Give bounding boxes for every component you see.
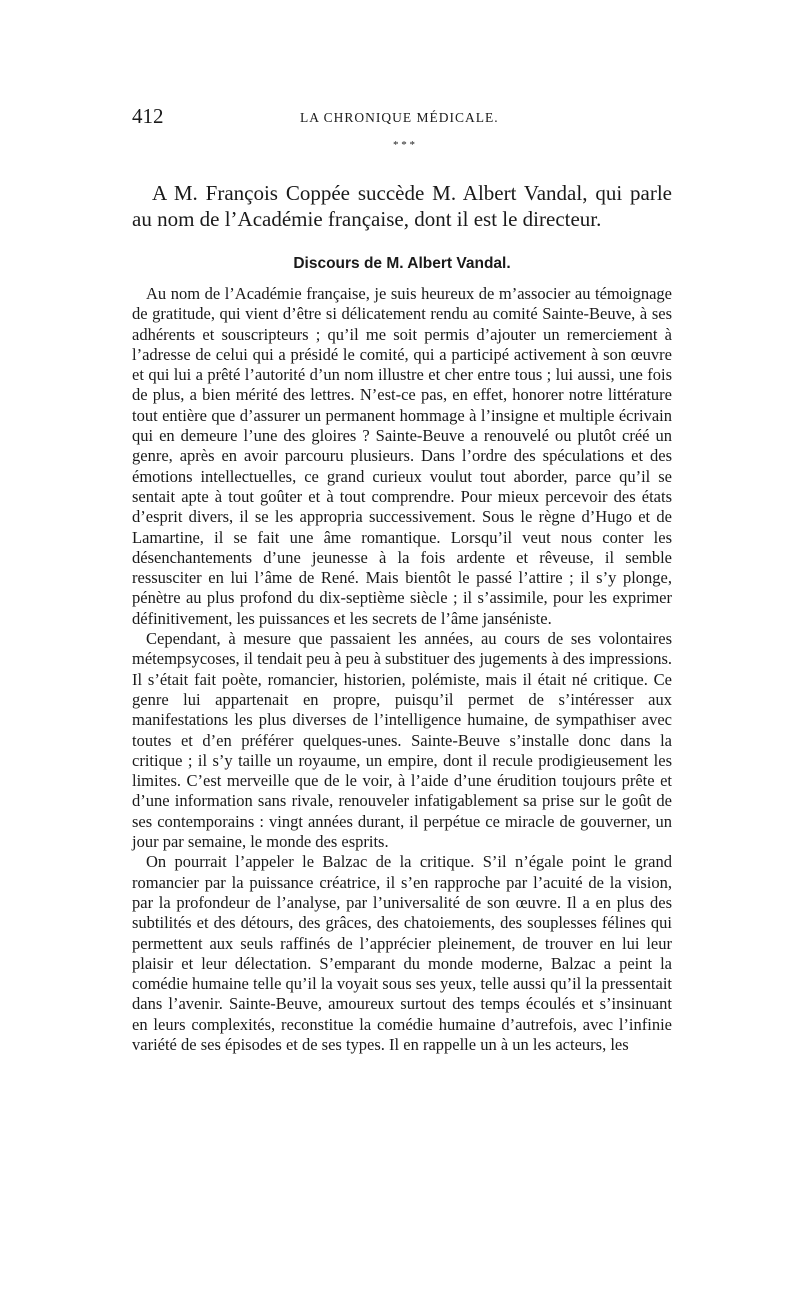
body-paragraph: On pourrait l’appeler le Balzac de la critique. S’il n’égale point le grand romancier par la puissance créatrice, il s’en rapproche par l’acuité de la vision, par la profondeur de l’analyse, par l’universalité de son œuvre. Il a en plus des subtilités et des détours, des grâces, des chatoiements, des souplesses félines qui permettent aux seuls raffinés de l’apprécier pleinement, de trouver en lui leur plaisir et leur délectation. S’emparant du monde moderne, Balzac a peint la comédie humaine telle qu’il la voyait sous ses yeux, telle aussi qu’il la pressentait dans l’avenir. Sainte-Beuve, amoureux surtout des temps écoulés et s’insinuant en leurs complexités, reconstitue la comédie humaine d’autrefois, avec l’infinie variété de ses épisodes et de ses types. Il en rappelle un à un les acteurs, les bbox=[132, 852, 672, 1054]
page-number: 412 bbox=[132, 104, 164, 128]
running-title: LA CHRONIQUE MÉDICALE. bbox=[300, 110, 499, 125]
intro-paragraph: A M. François Coppée succède M. Albert Vandal, qui parle au nom de l’Académie française, dont il est le directeur. bbox=[132, 181, 672, 231]
speech-title: Discours de M. Albert Vandal. bbox=[293, 255, 511, 272]
body-paragraph: Au nom de l’Académie française, je suis heureux de m’associer au témoignage de gratitude, qui vient d’être si délicatement rendu au comité Sainte-Beuve, à ses adhérents et souscripteurs ; qu’il me soit permis d’ajouter un remerciement à l’adresse de celui qui a présidé le comité, qui a participé activement à son œuvre et qui lui a prêté l’autorité d’un nom illustre et cher entre tous ; lui aussi, une fois de plus, a bien mérité des lettres. N’est-ce pas, en effet, honorer notre littérature tout entière que d’assurer un permanent hommage à l’insigne et multiple écrivain qui en demeure l’une des gloires ? Sainte-Beuve a renouvelé ou plutôt créé un genre, après en avoir parcouru plusieurs. Dans l’ordre des spéculations et des émotions intellectuelles, ce grand curieux voulut tout aborder, parce qu’il se sentait apte à tout goûter et à tout comprendre. Pour mieux percevoir des états d’esprit divers, il se les appropria successivement. Sous le règne d’Hugo et de Lamartine, il se fait une âme romantique. Lorsqu’il veut nous conter les désenchantements d’une jeunesse à la fois ardente et rêveuse, il semble ressusciter en lui l’âme de René. Mais bientôt le passé l’attire ; il s’y plonge, pénètre au plus profond du dix-septième siècle ; il s’assimile, pour les exprimer définitivement, les puissances et les secrets de l’âme janséniste. bbox=[132, 284, 672, 628]
speech-body bbox=[132, 284, 672, 1055]
page-header bbox=[132, 104, 672, 130]
asterism-separator: * * * bbox=[393, 139, 415, 151]
body-paragraph: Cependant, à mesure que passaient les années, au cours de ses volontaires métempsycoses, il tendait peu à peu à substituer des jugements à des impressions. Il s’était fait poète, romancier, historien, polémiste, mais il était né critique. Ce genre lui appartenait en propre, puisqu’il permet de s’intéresser aux manifestations les plus diverses de l’intelligence humaine, de sympathiser avec toutes et d’en préférer quelques-unes. Sainte-Beuve s’installe donc dans la critique ; il s’y taille un royaume, un empire, dont il recule prodigieusement les limites. C’est merveille que de le voir, à l’aide d’une érudition toujours prête et d’une information sans rivale, renouveler infatigablement sa prise sur le goût de ses contemporains : vingt années durant, il perpétue ce miracle de gouverner, un jour par semaine, le monde des esprits. bbox=[132, 629, 672, 852]
